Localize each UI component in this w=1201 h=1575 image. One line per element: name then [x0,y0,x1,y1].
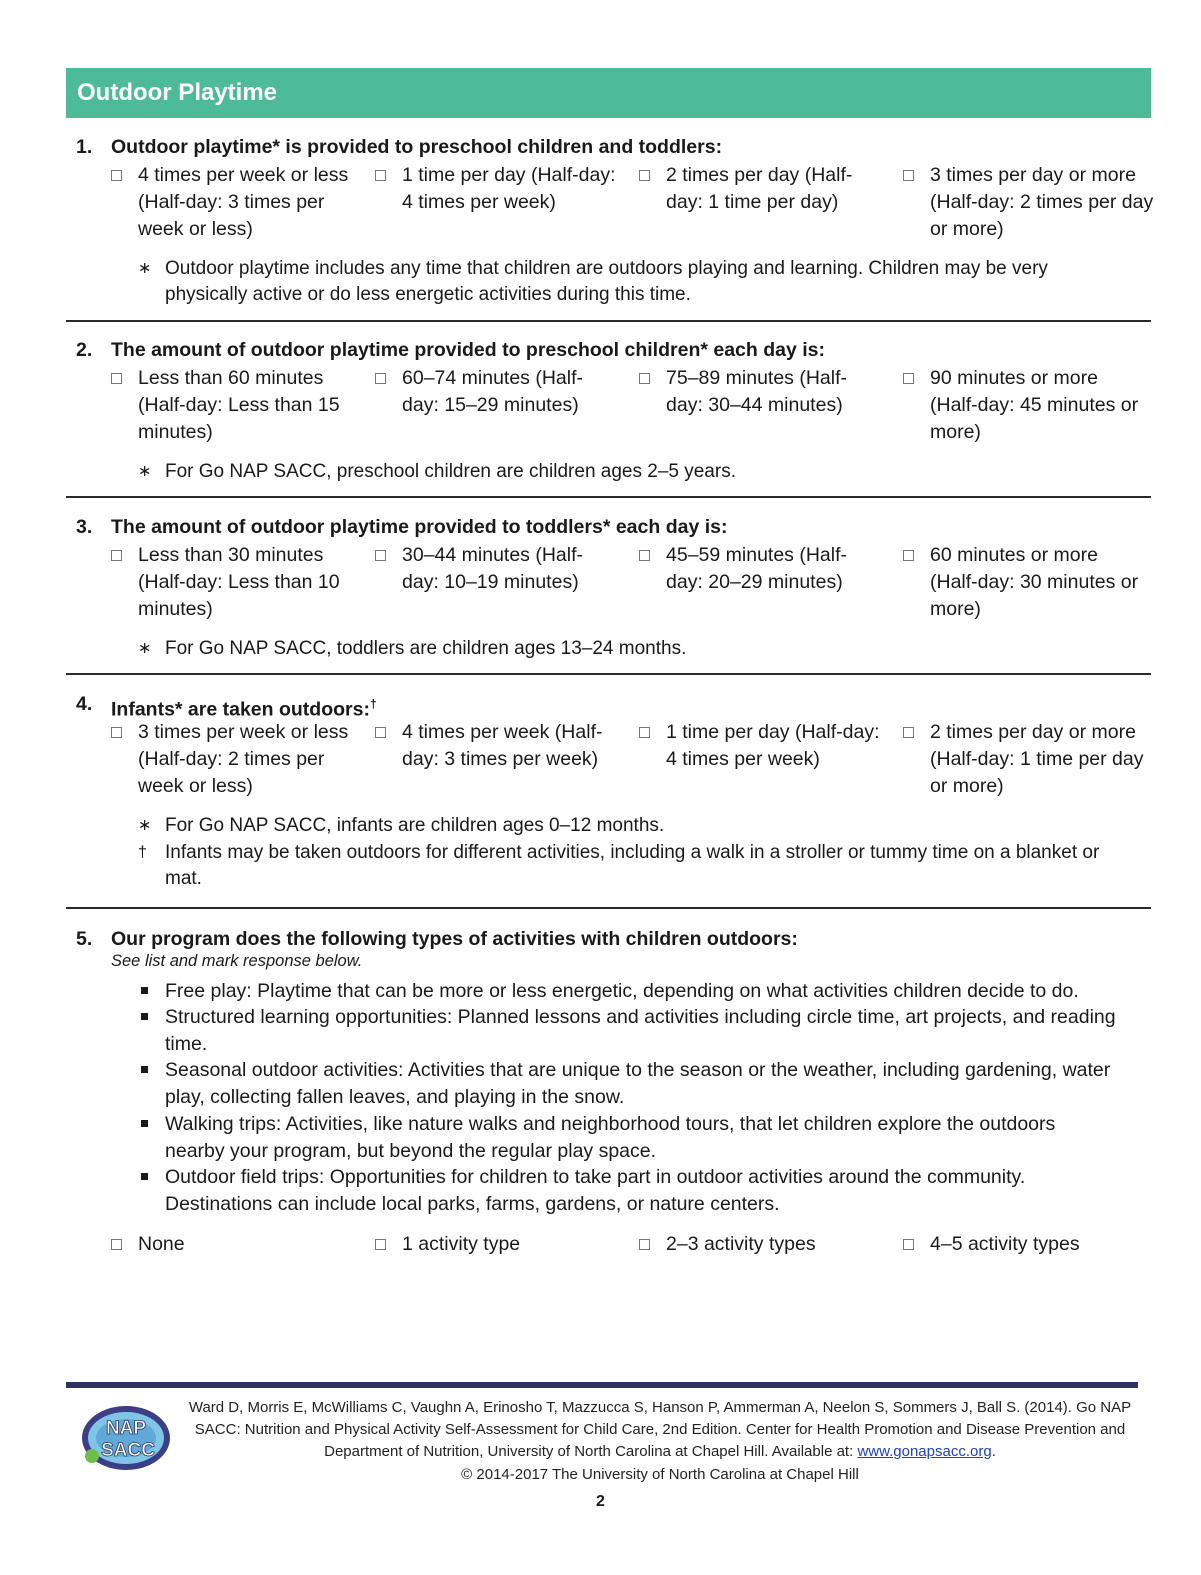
option-label: 1 activity type [402,1233,521,1255]
option-label: 4 times per week (Half-day: 3 times per week) [402,721,603,770]
checkbox[interactable] [111,170,122,181]
option-group [111,1231,1151,1261]
asterisk-mark: ∗ [138,260,152,277]
apple-icon [85,1449,99,1463]
question-3 [66,514,1151,620]
checkbox[interactable] [375,170,386,181]
bullet-square-icon [141,1066,148,1073]
footnote-text: For Go NAP SACC, preschool children are children ages 2–5 years. [165,461,736,482]
option-group [111,542,1151,623]
option-label: 2–3 activity types [666,1233,816,1255]
copyright: © 2014-2017 The University of North Carolina at Chapel Hill [461,1466,859,1483]
checkbox[interactable] [111,373,122,384]
question-number: 3. [76,516,93,538]
option-group [111,365,1151,446]
checkbox[interactable] [375,373,386,384]
option-label: 60 minutes or more (Half-day: 30 minutes or more) [930,544,1139,620]
section-title: Outdoor Playtime [77,79,278,106]
question-text: The amount of outdoor playtime provided to toddlers* each day is: [111,516,728,538]
question-text: Our program does the following types of activities with children outdoors: [111,928,798,950]
question-4 [66,691,1151,797]
option-label: 1 time per day (Half-day: 4 times per week) [402,164,616,213]
option-label: 3 times per day or more (Half-day: 2 times per day or more) [930,164,1154,240]
option-label: 1 time per day (Half-day: 4 times per week) [666,721,880,770]
option-label: 60–74 minutes (Half-day: 15–29 minutes) [402,367,584,416]
bullet-text: Outdoor field trips: Opportunities for children to take part in outdoor activities around the community. Destinations can include local parks, farms, gardens, or nature centers. [165,1166,1026,1215]
bullet-text: Structured learning opportunities: Planned lessons and activities including circle time, art projects, and reading time. [165,1006,1116,1055]
logo-text-bottom: SACC [101,1440,155,1461]
option-label: 45–59 minutes (Half-day: 20–29 minutes) [666,544,848,593]
citation-period: . [991,1443,996,1460]
option-label: 4–5 activity types [930,1233,1080,1255]
bullet-square-icon [141,1173,148,1180]
checkbox[interactable] [639,550,650,561]
page-number: 2 [596,1493,605,1510]
footnote-text: Outdoor playtime includes any time that children are outdoors playing and learning. Children may be very physically active or do less energetic activities during this time. [165,258,1048,305]
dagger-mark: † [138,844,147,861]
checkbox[interactable] [903,727,914,738]
option-label: 3 times per week or less (Half-day: 2 times per week or less) [138,721,349,797]
bullet-square-icon [141,1013,148,1020]
footnote-text: Infants may be taken outdoors for different activities, including a walk in a stroller or tummy time on a blanket or mat. [165,842,1100,889]
option-label: 2 times per day or more (Half-day: 1 time per day or more) [930,721,1144,797]
checkbox[interactable] [111,550,122,561]
citation-text: Ward D, Morris E, McWilliams C, Vaughn A, Erinosho T, Mazzucca S, Hanson P, Ammerman A, Neelon S, Sommers J, Ball S. (2014). Go NAP SACC: Nutrition and Physical Activity Self-Assessment for Child Care, 2nd Edition. Center for Health Promotion and Disease Prevention and Department of Nutrition, University of North Carolina at Chapel Hill. Available at: [188,1399,1132,1460]
section-banner [66,68,1151,118]
question-number: 2. [76,339,93,361]
option-label: 30–44 minutes (Half-day: 10–19 minutes) [402,544,584,593]
checkbox[interactable] [639,373,650,384]
question-1 [66,134,1154,240]
footnote-text: For Go NAP SACC, toddlers are children ages 13–24 months. [165,638,687,659]
checkbox[interactable] [375,550,386,561]
nap-sacc-logo [78,1398,172,1474]
website-link[interactable]: www.gonapsacc.org [857,1443,992,1460]
logo-text-top: NAP [105,1418,147,1439]
question-number: 1. [76,136,93,158]
asterisk-mark: ∗ [138,817,152,834]
question-text: Outdoor playtime* is provided to preschool children and toddlers: [111,136,723,158]
divider [66,673,1151,675]
checkbox[interactable] [375,727,386,738]
checkbox[interactable] [111,1239,122,1250]
question-2 [66,337,1151,443]
checkbox[interactable] [903,170,914,181]
option-label: 4 times per week or less (Half-day: 3 times per week or less) [138,164,349,240]
asterisk-mark: ∗ [138,463,152,480]
checkbox[interactable] [375,1239,386,1250]
question-text-body: Infants* are taken outdoors: [111,698,370,721]
citation [180,1397,1140,1463]
option-label: Less than 30 minutes (Half-day: Less than 10 minutes) [138,544,340,620]
footer-bar [66,1382,1138,1388]
checkbox[interactable] [903,1239,914,1250]
divider [66,907,1151,909]
divider [66,496,1151,498]
checkbox[interactable] [639,170,650,181]
option-label: 2 times per day (Half-day: 1 time per day) [666,164,853,213]
option-label: Less than 60 minutes (Half-day: Less than 15 minutes) [138,367,340,443]
option-label: 75–89 minutes (Half-day: 30–44 minutes) [666,367,848,416]
checkbox[interactable] [903,550,914,561]
checkbox[interactable] [639,1239,650,1250]
question-text: The amount of outdoor playtime provided to preschool children* each day is: [111,339,826,361]
bullet-square-icon [141,987,148,994]
checkbox[interactable] [639,727,650,738]
bullet-text: Free play: Playtime that can be more or less energetic, depending on what activities children decide to do. [165,980,1079,1002]
question-number: 4. [76,693,93,715]
option-label: None [138,1233,185,1255]
question-number: 5. [76,928,93,950]
bullet-text: Seasonal outdoor activities: Activities that are unique to the season or the weather, including gardening, water play, collecting fallen leaves, and playing in the snow. [165,1059,1111,1108]
option-group [111,719,1151,800]
option-label: 90 minutes or more (Half-day: 45 minutes or more) [930,367,1139,443]
bullet-square-icon [141,1120,148,1127]
option-group [111,162,1154,243]
instruction-text: See list and mark response below. [111,952,363,970]
checkbox[interactable] [111,727,122,738]
footnote-text: For Go NAP SACC, infants are children ages 0–12 months. [165,815,665,836]
question-text [111,691,377,723]
bullet-text: Walking trips: Activities, like nature walks and neighborhood tours, that let children explore the outdoors nearby your program, but beyond the regular play space. [165,1113,1056,1162]
question-5 [66,926,1151,970]
asterisk-mark: ∗ [138,640,152,657]
dagger-superscript: † [369,697,377,711]
divider [66,320,1151,322]
checkbox[interactable] [903,373,914,384]
